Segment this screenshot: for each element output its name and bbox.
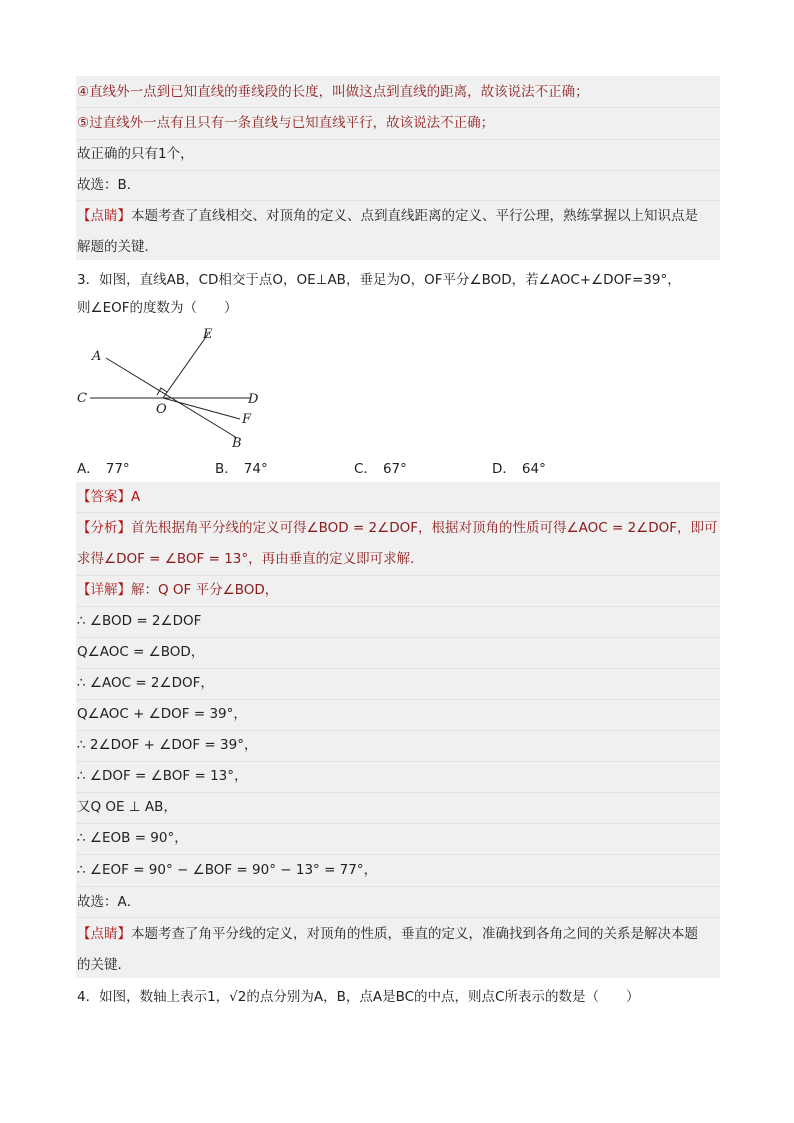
row-divider bbox=[76, 854, 720, 855]
detail-tag: 【详解】 bbox=[77, 582, 131, 598]
step-line: Q∠AOC = ∠BOD， bbox=[77, 644, 205, 660]
option-value: 67° bbox=[382, 461, 407, 477]
row-divider bbox=[76, 200, 720, 201]
option-value: 77° bbox=[105, 461, 130, 477]
option-a bbox=[77, 459, 130, 479]
comment-tag: 【点睛】 bbox=[77, 208, 131, 224]
option-value: 64° bbox=[521, 461, 546, 477]
step-line: ∴ ∠AOC = 2∠DOF， bbox=[77, 675, 214, 691]
ray-oe bbox=[163, 334, 208, 398]
label-b: B bbox=[232, 436, 242, 451]
row-divider bbox=[76, 699, 720, 700]
label-c: C bbox=[77, 391, 87, 406]
comment-text: 本题考查了直线相交、对顶角的定义、点到直线距离的定义、平行公理，熟练掌握以上知识点是 bbox=[131, 208, 698, 224]
answer-value: A bbox=[131, 489, 141, 505]
option-b bbox=[215, 459, 268, 479]
option-c bbox=[354, 459, 407, 479]
row-divider bbox=[76, 637, 720, 638]
step-line: ∴ ∠EOF = 90° − ∠BOF = 90° − 13° = 77°， bbox=[77, 862, 378, 878]
answer-line bbox=[77, 487, 140, 507]
label-d: D bbox=[248, 392, 259, 407]
analysis-text: 首先根据角平分线的定义可得∠BOD = 2∠DOF，根据对顶角的性质可得∠AOC = 2∠DOF，即可 bbox=[131, 520, 718, 536]
row-divider bbox=[76, 792, 720, 793]
option-letter: B． bbox=[215, 461, 238, 477]
label-f: F bbox=[242, 412, 252, 427]
option-value: 74° bbox=[243, 461, 268, 477]
step-line: ∴ ∠EOB = 90°， bbox=[77, 830, 188, 846]
row-divider bbox=[76, 575, 720, 576]
comment-line-2: 解题的关键． bbox=[77, 239, 158, 255]
option-letter: D． bbox=[492, 461, 516, 477]
question-3-line-1: 3．如图，直线AB，CD相交于点O，OE⊥AB，垂足为O，OF平分∠BOD，若∠AOC+∠DOF=39°， bbox=[77, 272, 681, 288]
option-letter: C． bbox=[354, 461, 377, 477]
row-divider bbox=[76, 606, 720, 607]
comment-line-1 bbox=[77, 924, 698, 944]
option-letter: A． bbox=[77, 461, 100, 477]
row-divider bbox=[76, 917, 720, 918]
comment-line-2: 的关键． bbox=[77, 957, 131, 973]
step-line: ∴ 2∠DOF + ∠DOF = 39°， bbox=[77, 737, 258, 753]
label-a: A bbox=[92, 349, 102, 364]
row-divider bbox=[76, 823, 720, 824]
row-divider bbox=[76, 512, 720, 513]
label-e: E bbox=[203, 327, 213, 342]
conclusion-text: 故正确的只有1个， bbox=[77, 146, 194, 162]
question-3-line-2: 则∠EOF的度数为（ ） bbox=[77, 300, 238, 316]
step-line: ∴ ∠BOD = 2∠DOF bbox=[77, 613, 202, 629]
detail-head bbox=[77, 580, 278, 600]
analysis-line-1 bbox=[77, 518, 718, 538]
question-4-line-1: 4．如图，数轴上表示1，√2的点分别为A，B，点A是BC的中点，则点C所表示的数是（ ） bbox=[77, 989, 640, 1005]
step-line: ∴ ∠DOF = ∠BOF = 13°， bbox=[77, 768, 248, 784]
step-line: 故选：A． bbox=[77, 894, 141, 910]
statement-5: ⑤过直线外一点有且只有一条直线与已知直线平行，故该说法不正确； bbox=[77, 115, 495, 131]
step-line: 又Q OE ⊥ AB， bbox=[77, 799, 177, 815]
row-divider bbox=[76, 730, 720, 731]
row-divider bbox=[76, 761, 720, 762]
comment-text: 本题考查了角平分线的定义，对顶角的性质，垂直的定义，准确找到各角之间的关系是解决本题 bbox=[131, 926, 698, 942]
solution-block-q2 bbox=[76, 76, 720, 260]
row-divider bbox=[76, 668, 720, 669]
geometry-figure bbox=[70, 322, 270, 452]
detail-head-text: 解：Q OF 平分∠BOD， bbox=[131, 582, 279, 598]
statement-4: ④直线外一点到已知直线的垂线段的长度，叫做这点到直线的距离，故该说法不正确； bbox=[77, 84, 589, 100]
row-divider bbox=[76, 139, 720, 140]
row-divider bbox=[76, 107, 720, 108]
row-divider bbox=[76, 886, 720, 887]
comment-line-1 bbox=[77, 206, 698, 226]
label-o: O bbox=[156, 402, 167, 417]
analysis-tag: 【分析】 bbox=[77, 520, 131, 536]
step-line: Q∠AOC + ∠DOF = 39°， bbox=[77, 706, 247, 722]
option-d bbox=[492, 459, 546, 479]
choice-text: 故选：B． bbox=[77, 177, 141, 193]
answer-tag: 【答案】 bbox=[77, 489, 131, 505]
row-divider bbox=[76, 170, 720, 171]
analysis-line-2: 求得∠DOF = ∠BOF = 13°，再由垂直的定义即可求解． bbox=[77, 551, 424, 567]
comment-tag: 【点睛】 bbox=[77, 926, 131, 942]
